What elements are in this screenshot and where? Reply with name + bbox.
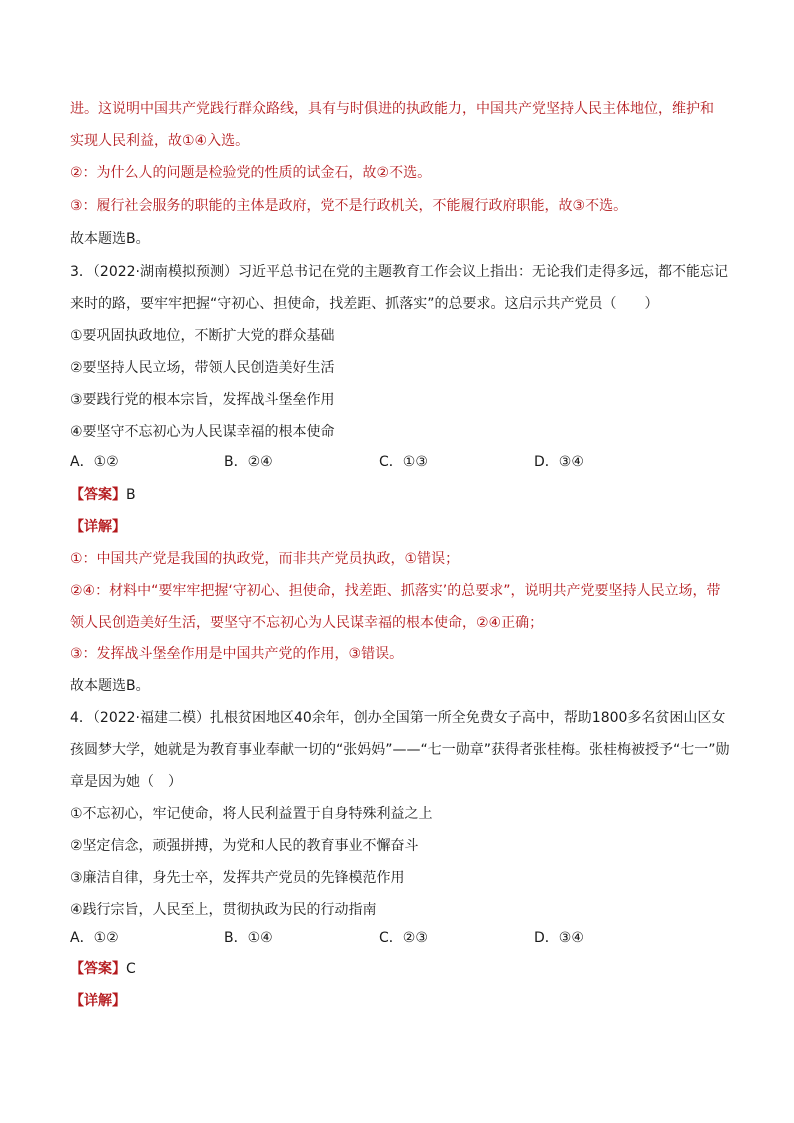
q3-option-d: D．③④ bbox=[534, 454, 584, 470]
q3-item-1: ①要巩固执政地位，不断扩大党的群众基础 bbox=[70, 328, 335, 344]
q4-option-d: D．③④ bbox=[534, 930, 584, 946]
q2-detail-line-2: 实现人民利益，故①④入选。 bbox=[70, 133, 250, 149]
q3-detail-line-2: ②④：材料中“要牢牢把握‘守初心、担使命，找差距、抓落实’的总要求”，说明共产党要坚持人民立场，带 bbox=[70, 583, 721, 599]
q3-stem-line-2: 来时的路，要牢牢把握“守初心、担使命，找差距、抓落实”的总要求。这启示共产党员（ ） bbox=[70, 296, 659, 312]
q4-stem-line-1: 4．（2022·福建二模）扎根贫困地区40余年，创办全国第一所全免费女子高中，帮助1800多名贫困山区女 bbox=[70, 710, 726, 726]
q3-answer-label: 【答案】 bbox=[70, 487, 126, 503]
q4-answer-label: 【答案】 bbox=[70, 961, 126, 977]
q3-option-c: C．①③ bbox=[379, 454, 428, 470]
q3-answer bbox=[70, 479, 730, 511]
q4-stem-line-3: 章是因为她（ ） bbox=[70, 774, 182, 790]
q3-item-3: ③要践行党的根本宗旨，发挥战斗堡垒作用 bbox=[70, 392, 335, 408]
q2-detail-line-1: 进。这说明中国共产党践行群众路线，具有与时俱进的执政能力，中国共产党坚持人民主体地位，维护和 bbox=[70, 101, 714, 117]
q4-item-1: ①不忘初心，牢记使命，将人民利益置于自身特殊利益之上 bbox=[70, 806, 433, 822]
q3-detail-line-1: ①：中国共产党是我国的执政党，而非共产党员执政，①错误； bbox=[70, 551, 460, 567]
q4-item-3: ③廉洁自律，身先士卒，发挥共产党员的先锋模范作用 bbox=[70, 870, 405, 886]
q3-item-2: ②要坚持人民立场，带领人民创造美好生活 bbox=[70, 360, 335, 376]
q3-option-a: A．①② bbox=[70, 454, 119, 470]
q4-option-b: B．①④ bbox=[224, 930, 273, 946]
q4-option-c: C．②③ bbox=[379, 930, 428, 946]
q3-answer-value: B bbox=[126, 487, 136, 503]
q3-detail-line-4: ③：发挥战斗堡垒作用是中国共产党的作用，③错误。 bbox=[70, 646, 404, 662]
q3-option-b: B．②④ bbox=[224, 454, 273, 470]
q4-item-4: ④践行宗旨，人民至上，贯彻执政为民的行动指南 bbox=[70, 902, 377, 918]
q4-stem-line-2: 孩圆梦大学，她就是为教育事业奉献一切的“张妈妈”——“七一勋章”获得者张桂梅。张桂梅被授予“七一”勋 bbox=[70, 742, 730, 758]
q3-detail-line-3: 领人民创造美好生活，要坚守不忘初心为人民谋幸福的根本使命，②④正确； bbox=[70, 615, 544, 631]
q4-option-a: A．①② bbox=[70, 930, 119, 946]
q4-answer-value: C bbox=[126, 961, 136, 977]
q4-answer bbox=[70, 953, 730, 985]
q3-stem-line-1: 3．（2022·湖南模拟预测）习近平总书记在党的主题教育工作会议上指出：无论我们走得多远，都不能忘记 bbox=[70, 264, 728, 280]
q2-detail-line-4: ③：履行社会服务的职能的主体是政府，党不是行政机关，不能履行政府职能，故③不选。 bbox=[70, 198, 628, 214]
q3-item-4: ④要坚守不忘初心为人民谋幸福的根本使命 bbox=[70, 424, 335, 440]
q4-detail-label: 【详解】 bbox=[70, 993, 126, 1009]
q2-conclusion: 故本题选B。 bbox=[70, 231, 150, 247]
q4-detail-heading bbox=[70, 985, 730, 1017]
q3-detail-heading bbox=[70, 511, 730, 543]
q3-detail-label: 【详解】 bbox=[70, 519, 126, 535]
q4-item-2: ②坚定信念，顽强拼搏，为党和人民的教育事业不懈奋斗 bbox=[70, 838, 419, 854]
q2-detail-line-3: ②：为什么人的问题是检验党的性质的试金石，故②不选。 bbox=[70, 165, 432, 181]
q3-conclusion: 故本题选B。 bbox=[70, 678, 150, 694]
